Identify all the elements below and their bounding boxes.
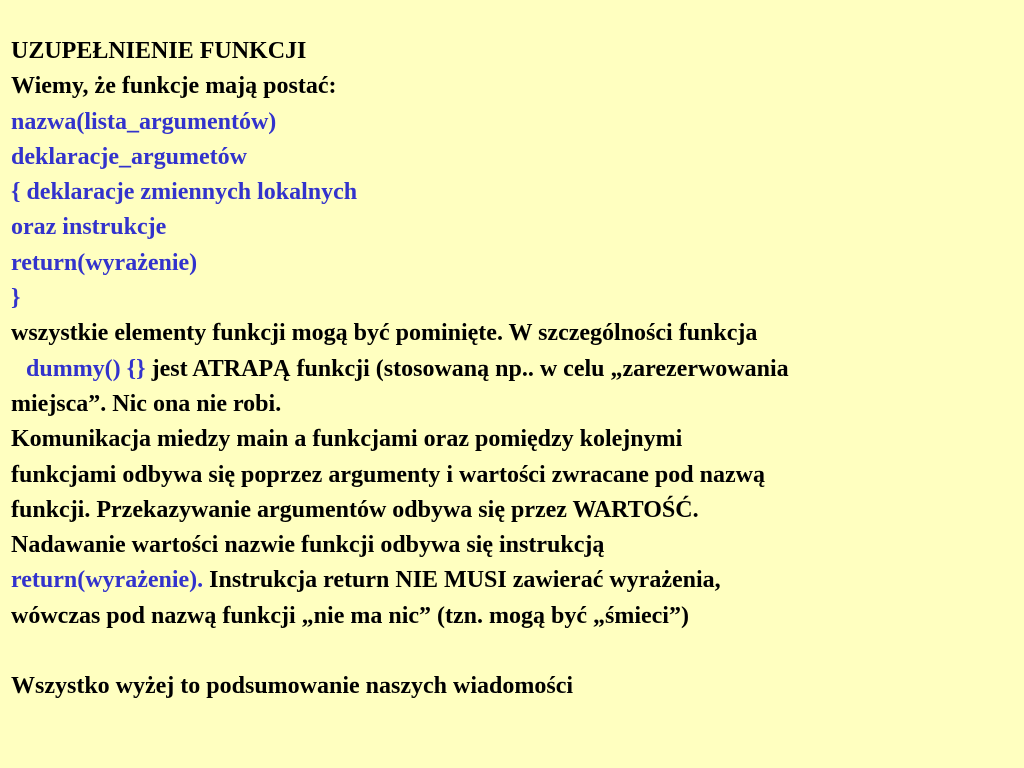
code-line-signature: nazwa(lista_argumentów)	[11, 108, 277, 135]
paragraph-line	[11, 563, 1011, 598]
code-line-arg-declarations: deklaracje_argumetów	[11, 143, 247, 170]
paragraph-text: Instrukcja return NIE MUSI zawierać wyrażenia,	[203, 567, 721, 594]
code-line-return: return(wyrażenie)	[11, 249, 198, 276]
paragraph-line: Nadawanie wartości nazwie funkcji odbywa się instrukcją	[11, 532, 605, 559]
code-line-instructions: oraz instrukcje	[11, 214, 167, 241]
paragraph-line: funkcjami odbywa się poprzez argumenty i wartości zwracane pod nazwą	[11, 461, 765, 488]
intro-text: Wiemy, że funkcje mają postać:	[11, 73, 337, 100]
paragraph-line: miejsca”. Nic ona nie robi.	[11, 390, 282, 417]
paragraph-line: wszystkie elementy funkcji mogą być pominięte. W szczególności funkcja	[11, 320, 758, 347]
paragraph-line: Komunikacja miedzy main a funkcjami oraz pomiędzy kolejnymi	[11, 426, 683, 453]
code-line-open-brace: { deklaracje zmiennych lokalnych	[11, 179, 358, 206]
inline-code-return: return(wyrażenie).	[11, 567, 204, 594]
paragraph-line	[11, 352, 1011, 387]
spacer	[11, 634, 1011, 669]
slide-content	[11, 34, 1011, 705]
summary-text: Wszystko wyżej to podsumowanie naszych wiadomości	[11, 673, 574, 700]
slide-title: UZUPEŁNIENIE FUNKCJI	[11, 38, 307, 64]
paragraph-text: jest ATRAPĄ funkcji (stosowaną np.. w celu „zarezerwowania	[145, 355, 789, 382]
paragraph-line: funkcji. Przekazywanie argumentów odbywa się przez WARTOŚĆ.	[11, 496, 699, 523]
inline-code-dummy: dummy() {}	[26, 355, 146, 382]
paragraph-line: wówczas pod nazwą funkcji „nie ma nic” (tzn. mogą być „śmieci”)	[11, 602, 689, 629]
code-line-close-brace: }	[11, 285, 21, 312]
